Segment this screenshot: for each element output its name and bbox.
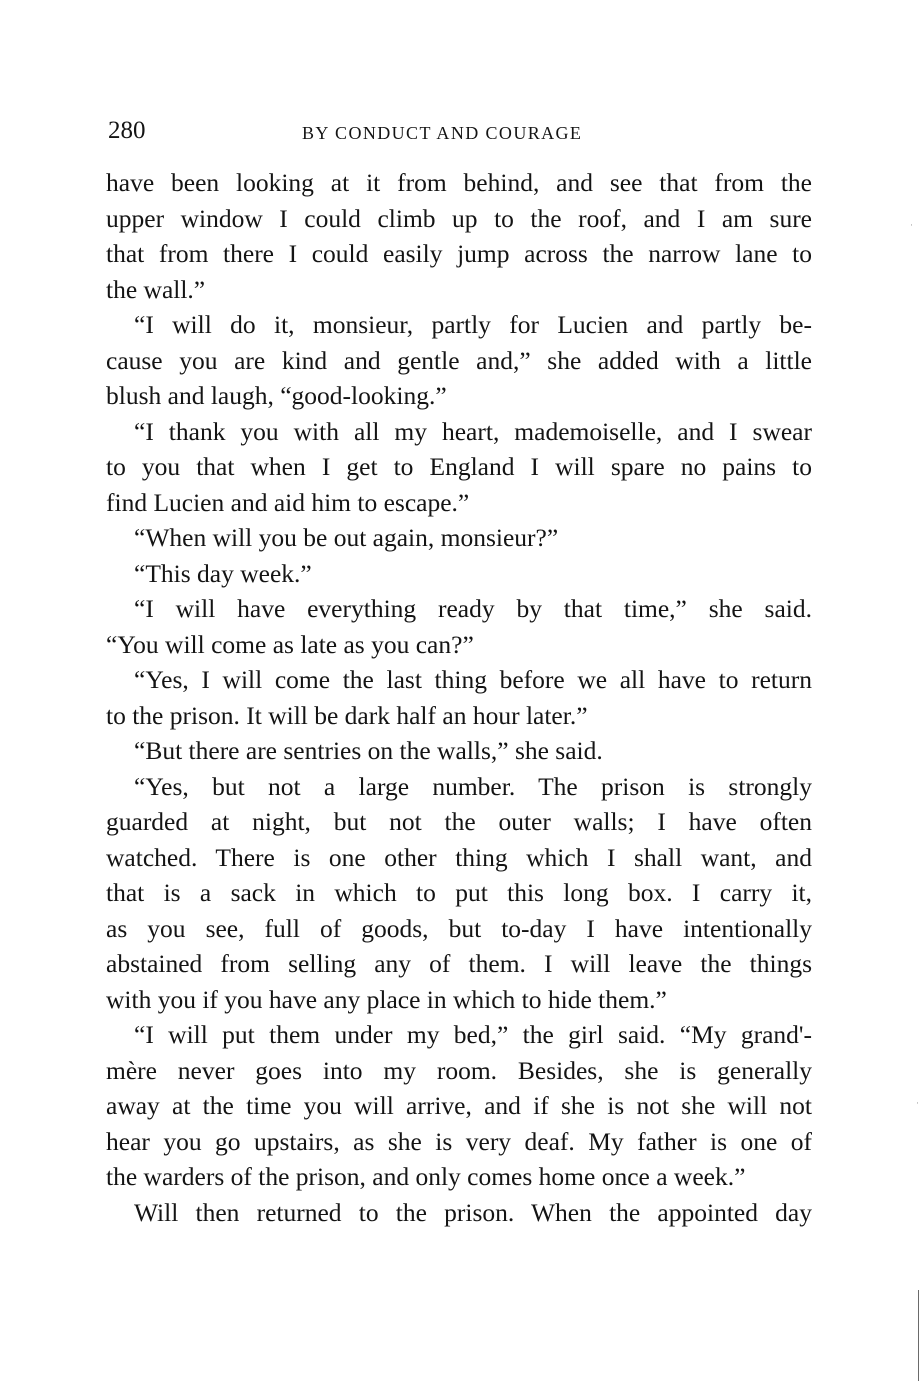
scan-speck: · [910,221,913,231]
text-line: cause you are kind and gentle and,” she added with a little [106,345,812,375]
text-line: the wall.” [106,274,206,304]
text-line: to you that when I get to England I will spare no pains to [106,452,812,481]
text-line: “I thank you with all my heart, mademoiselle, and I swear [134,416,812,446]
text-line: “This day week.” [134,558,312,588]
page-edge-line [918,1290,919,1381]
book-title: BY CONDUCT AND COURAGE [302,123,583,143]
text-line: “I will do it, monsieur, partly for Lucien and partly be- [134,310,812,339]
text-line: “Yes, I will come the last thing before we all have to return [134,665,812,694]
text-line: with you if you have any place in which to hide them.” [106,984,667,1014]
text-line: hear you go upstairs, as she is very deaf. My father is one of [106,1126,812,1156]
text-line: find Lucien and aid him to escape.” [106,487,470,517]
page-number: 280 [108,117,146,144]
text-line: guarded at night, but not the outer walls; I have often [106,807,812,836]
text-line: away at the time you will arrive, and if she is not she will not [106,1091,812,1120]
text-line: “I will put them under my bed,” the girl said. “My grand'- [134,1020,812,1049]
text-line: “I will have everything ready by that time,” she said. [134,594,812,623]
text-line: abstained from selling any of them. I will leave the things [106,949,812,978]
text-line: “Yes, but not a large number. The prison is strongly [134,771,812,801]
text-line: watched. There is one other thing which I shall want, and [106,842,812,872]
text-line: that from there I could easily jump across the narrow lane to [106,239,812,268]
text-line: blush and laugh, “good-looking.” [106,381,447,410]
scan-speck: · [916,1099,919,1109]
text-line: to the prison. It will be dark half an hour later.” [106,700,588,730]
text-line: as you see, full of goods, but to-day I have intentionally [106,913,812,943]
text-line: mère never goes into my room. Besides, she is generally [106,1055,812,1085]
text-line: have been looking at it from behind, and see that from the [106,168,812,197]
text-line: upper window I could climb up to the roof, and I am sure [106,203,812,233]
text-line: the warders of the prison, and only comes home once a week.” [106,1162,746,1191]
text-line: “You will come as late as you can?” [106,629,474,659]
text-line: Will then returned to the prison. When the appointed day [134,1197,812,1227]
text-line: “But there are sentries on the walls,” she said. [134,736,603,765]
running-head [106,112,822,150]
text-line: “When will you be out again, monsieur?” [134,523,559,552]
text-line: that is a sack in which to put this long box. I carry it, [106,878,812,907]
body-text [106,165,812,1230]
